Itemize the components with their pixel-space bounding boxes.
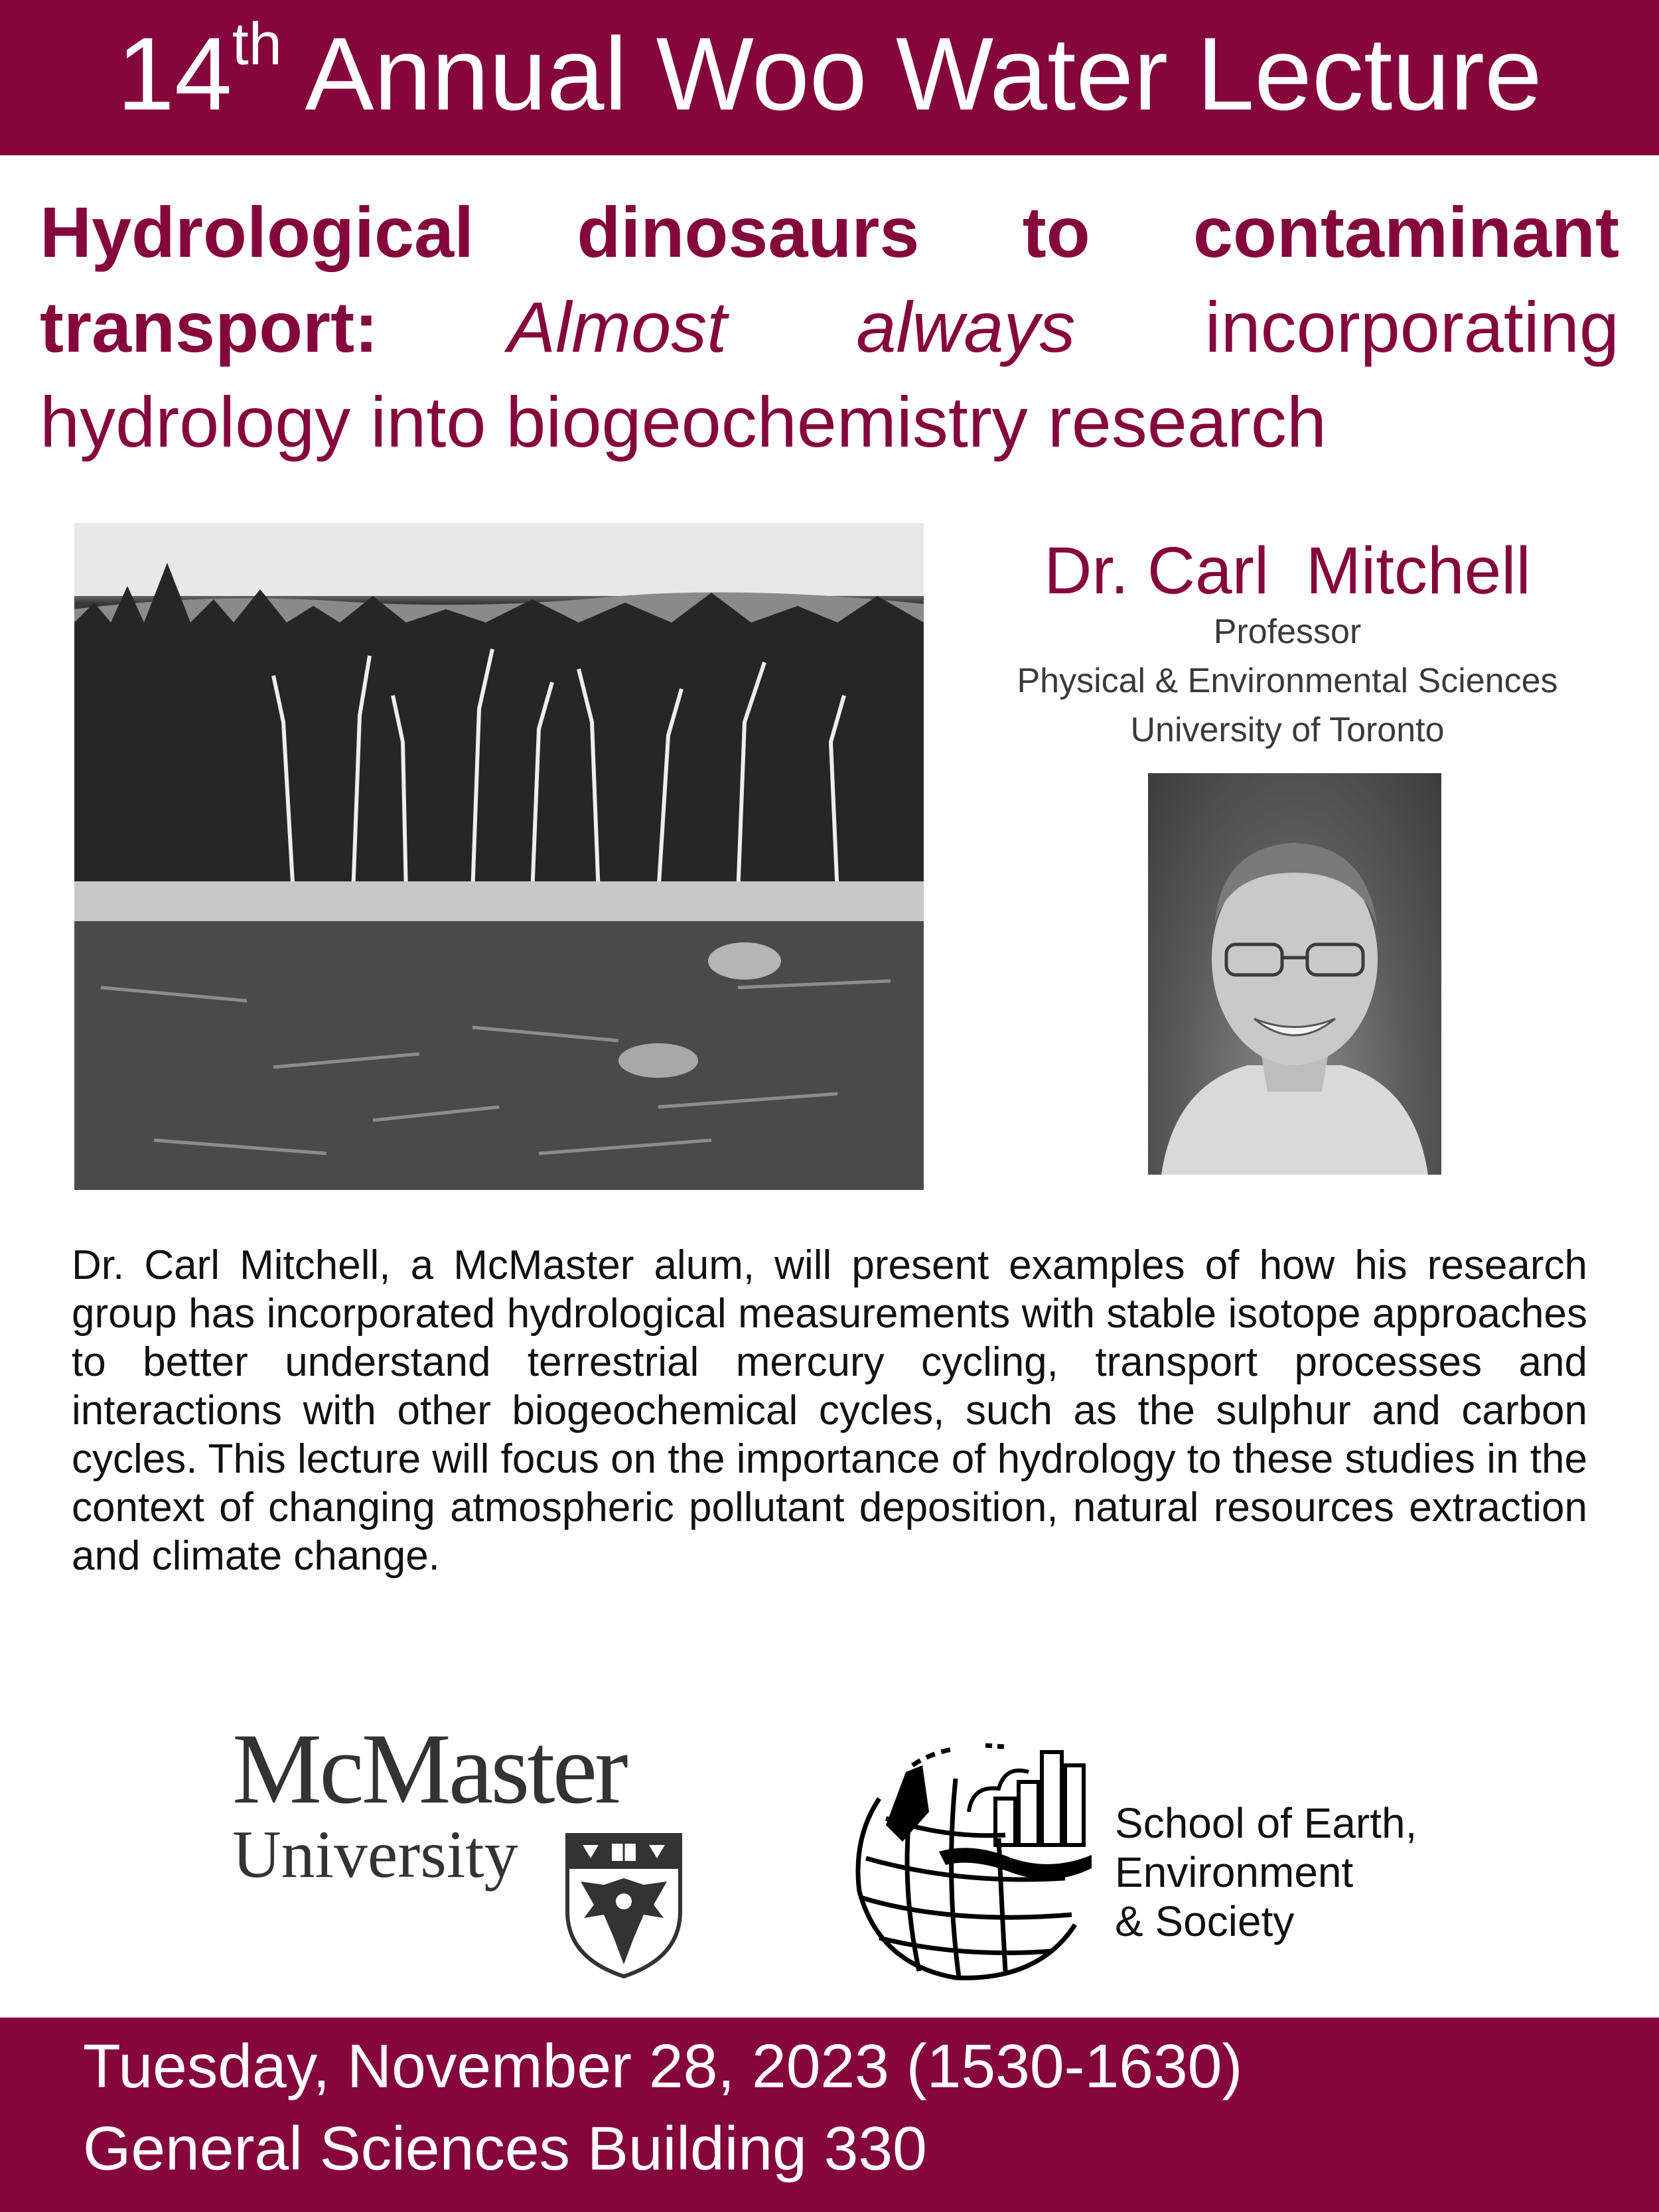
sees-wordmark-line-2: Environment [1115, 1848, 1354, 1896]
lecture-location: General Sciences Building 330 [83, 2114, 927, 2183]
mcmaster-wordmark-line-1: McMaster [232, 1713, 626, 1824]
sees-wordmark-line-1: School of Earth, [1115, 1799, 1417, 1847]
lecture-date-time: Tuesday, November 28, 2023 (1530-1630) [83, 2031, 1243, 2101]
talk-title [40, 184, 1619, 469]
sees-wordmark [1115, 1799, 1417, 1946]
lecture-abstract: Dr. Carl Mitchell, a McMaster alum, will present examples of how his research group has incorporated hydrological measurements with stable isotope approaches to better understand terrestrial mercury cycling, transport processes and interactions with other biogeochemical cycles, such as the sulphur and carbon cycles. This lecture will focus on the importance of hydrology to these studies in the context of changing atmospheric pollutant deposition, natural resources extraction and climate change. [72, 1242, 1587, 1579]
clearcut-forest-photo [74, 523, 924, 1190]
talk-title-line-2: transport: Almost always incorporating [40, 287, 1619, 367]
lecture-title: 14th Annual Woo Water Lecture [117, 11, 1542, 132]
talk-title-line-1: Hydrological dinosaurs to contaminant [40, 192, 1619, 272]
mcmaster-crest-icon [564, 1832, 684, 1979]
sees-globe-city-logo-icon [839, 1726, 1105, 1991]
talk-title-line-3: hydrology into biogeochemistry research [40, 382, 1327, 462]
speaker-position: Professor [1213, 613, 1362, 651]
header-band [0, 0, 1659, 155]
mcmaster-wordmark-line-2: University [232, 1817, 518, 1892]
speaker-portrait [1148, 773, 1441, 1175]
speaker-university: University of Toronto [1130, 711, 1445, 749]
sees-wordmark-line-3: & Society [1115, 1897, 1295, 1945]
speaker-department: Physical & Environmental Sciences [1017, 662, 1558, 700]
speaker-name: Dr. Carl Mitchell [1044, 534, 1531, 608]
